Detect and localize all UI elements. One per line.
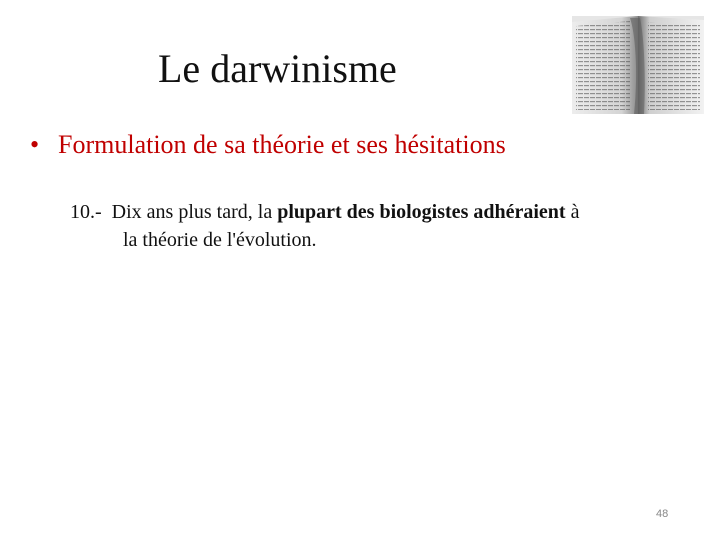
open-book-image [572, 16, 704, 114]
sub-point-bold-text: plupart des biologistes adhéraient [277, 201, 566, 223]
sub-point-text-1: Dix ans plus tard, la [111, 201, 278, 223]
sub-point-text-2: à [565, 201, 580, 223]
sub-point-number: 10.- [70, 201, 102, 223]
bullet-marker: • [30, 130, 40, 159]
sub-point [70, 198, 700, 254]
sub-point-line-2: la théorie de l'évolution. [123, 229, 317, 251]
slide-title: Le darwinisme [158, 46, 397, 91]
bullet-text: Formulation de sa théorie et ses hésitations [58, 130, 506, 159]
page-number: 48 [656, 508, 669, 520]
bullet-point [30, 130, 506, 160]
